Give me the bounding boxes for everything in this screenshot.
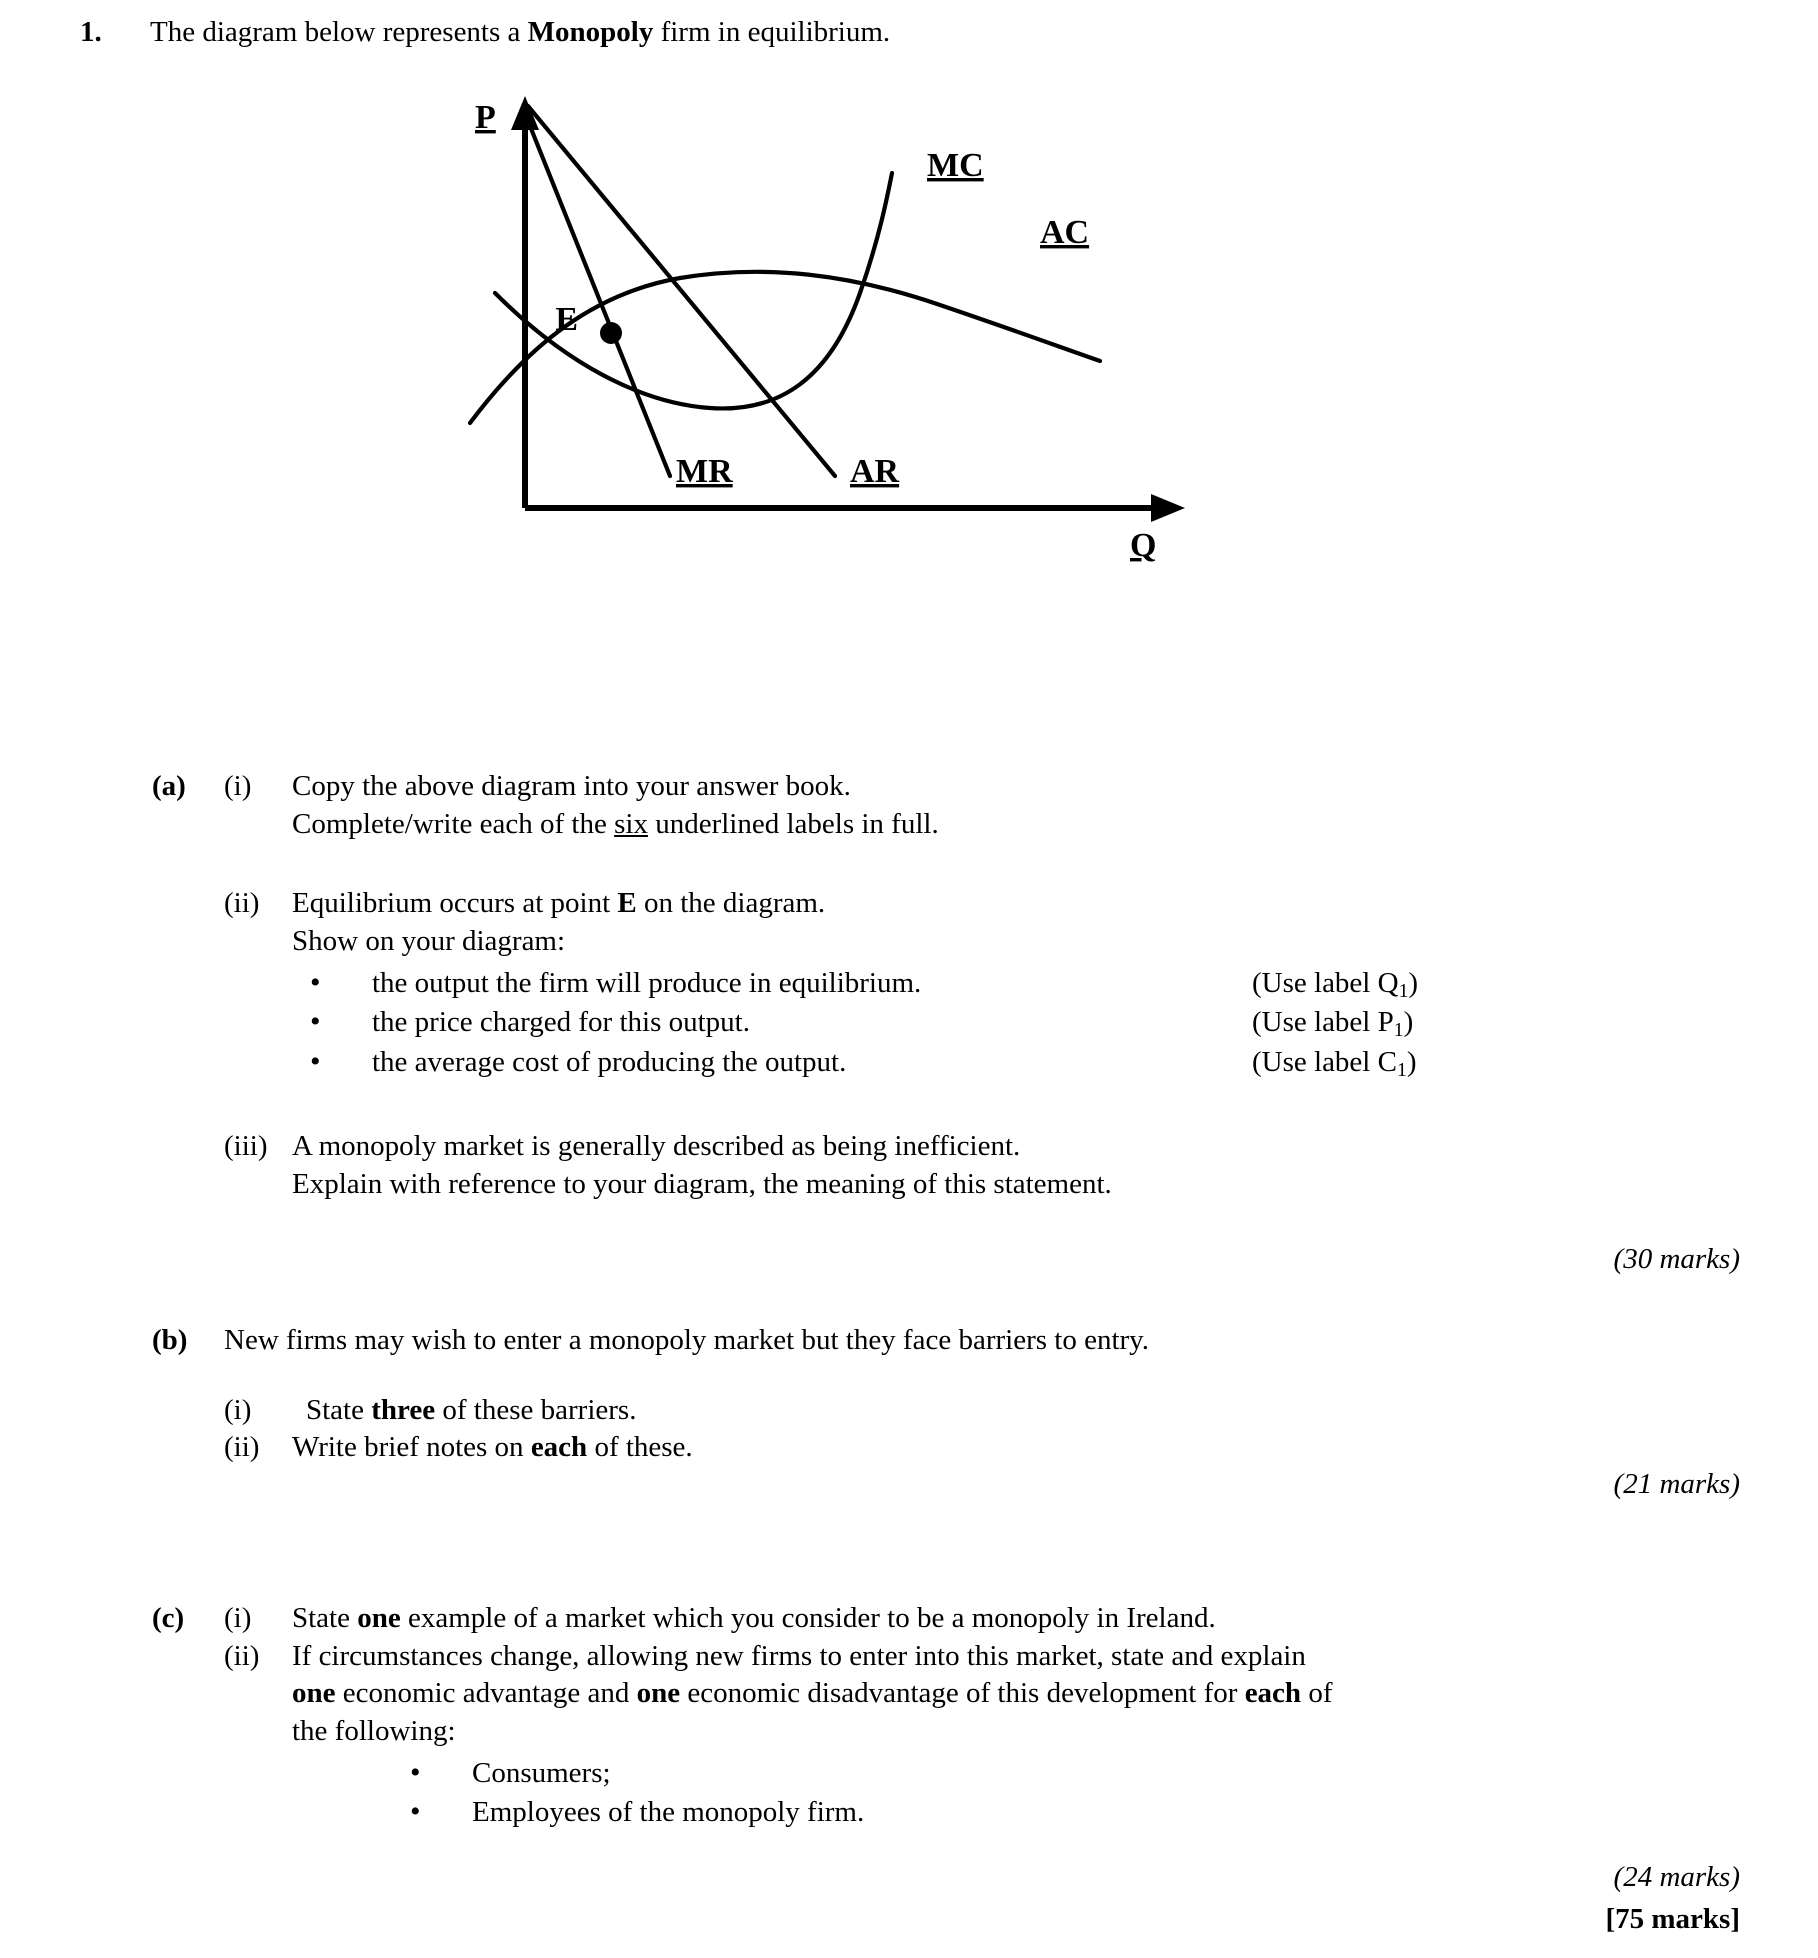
bullet-output [292,965,1712,1003]
curve-ac [470,272,1100,423]
part-b-ii [152,1429,1712,1467]
part-c-ii-line1: If circumstances change, allowing new firms to enter into this market, state and explain [292,1639,1306,1672]
part-b-i-text-after: of these barriers. [435,1393,637,1426]
use-label-q1-pre: (Use label Q [1252,966,1399,999]
use-label-p1-post: ) [1403,1006,1414,1039]
bullet-dot-icon: • [310,965,321,999]
part-b-ii-text-after: of these. [587,1431,693,1464]
part-a-iii-line2: Explain with reference to your diagram, the meaning of this statement. [292,1167,1112,1200]
part-a-ii-line1-bold: E [617,887,637,920]
part-a-i-line2-underlined: six [614,807,648,840]
bullet-dot-icon: • [410,1795,421,1829]
part-b-ii-text-bold: each [530,1431,588,1464]
part-a-ii-bullet-list [292,965,1712,1082]
bullet-dot-icon: • [310,1045,321,1079]
part-a-i-line2-before: Complete/write each of the [292,807,615,840]
curve-label-ac: AC [1040,214,1090,251]
part-a-iii-line2-row [292,1166,1712,1204]
question-number: 1. [80,16,102,48]
bullet-dot-icon: • [310,1005,321,1039]
use-label-c1-pre: (Use label C [1252,1046,1397,1079]
part-a-label: (a) [152,770,186,802]
bullet-price [292,1004,1712,1042]
part-c-ii-line3: the following: [292,1715,456,1748]
part-b-i-outer-spacer [152,1392,224,1430]
part-c-ii-line3-row [292,1713,1732,1751]
part-a-ii-line2: Show on your diagram: [292,925,566,958]
part-b-i-text-bold: three [371,1393,436,1426]
monopoly-diagram [380,78,1280,698]
monopoly-diagram-svg [380,78,1280,698]
part-c-ii-line2-c: one [636,1677,681,1710]
part-b-ii-text [292,1429,1712,1467]
part-a-ii-line1 [292,885,1712,923]
equilibrium-point-label: E [555,301,578,338]
part-a-iii-outer-spacer [152,1128,224,1166]
curve-mc [495,173,892,408]
use-label-p1-sub: 1 [1393,1019,1404,1042]
part-c-i-text-before: State [292,1602,358,1634]
part-c-ii [152,1638,1732,1676]
part-c-ii-line2-b: economic advantage and [335,1677,637,1710]
question-stem-before: The diagram below represents a [150,16,528,48]
part-c [152,1600,1732,1832]
part-c-ii-line2-a: one [292,1677,336,1710]
part-a-i-line2-after: underlined labels in full. [647,807,939,840]
part-c-label: (c) [152,1602,185,1634]
part-a-i-label: (i) [224,770,252,802]
part-c-i-text-after: example of a market which you consider to be a monopoly in Ireland. [400,1602,1216,1634]
question-header [80,14,1740,52]
part-a-i-line1: Copy the above diagram into your answer book. [292,770,851,802]
use-label-q1-post: ) [1408,966,1419,999]
part-c-ii-line2-row [292,1675,1732,1713]
question-stem-after: firm in equilibrium. [653,16,891,48]
part-c-i-text-bold: one [357,1602,401,1634]
part-b-stem: New firms may wish to enter a monopoly market but they face barriers to entry. [224,1324,1150,1356]
y-axis [511,96,539,508]
part-c-ii-label: (ii) [224,1639,260,1672]
part-a-ii-line1-before: Equilibrium occurs at point [292,887,618,920]
part-b-i-text [292,1392,1712,1430]
bullet-output-use-label [1252,965,1418,1005]
curve-label-mc: MC [927,147,984,184]
part-b-stem-row [152,1322,1712,1360]
bullet-employees [392,1794,1732,1832]
part-b-label: (b) [152,1324,188,1356]
part-b-i-text-before: State [306,1393,372,1426]
bullet-consumers-text: Consumers; [472,1756,611,1789]
use-label-c1-post: ) [1406,1046,1417,1079]
part-b-ii-outer-spacer [152,1429,224,1467]
question-stem [150,14,1740,52]
part-a-ii-line2-row [292,923,1712,961]
part-a-i-line2-row [292,806,1712,844]
part-c-i [152,1600,1732,1638]
part-c-ii-line2 [292,1675,1732,1713]
total-marks: [75 marks] [1605,1903,1740,1935]
part-c-marks: (24 marks) [1613,1861,1740,1893]
question-stem-bold: Monopoly [527,16,654,48]
axis-label-p: P [475,99,496,136]
part-c-i-label: (i) [224,1602,252,1634]
part-a [152,768,1712,1203]
bullet-average-cost-use-label [1252,1044,1417,1084]
part-b [152,1322,1712,1467]
part-a-ii-line1-after: on the diagram. [636,887,826,920]
part-a-iii-label: (iii) [224,1129,268,1162]
part-c-i-text [292,1600,1732,1638]
bullet-average-cost [292,1044,1712,1082]
part-c-ii-outer-spacer [152,1638,224,1676]
equilibrium-point-marker [600,322,622,344]
part-a-i-line2 [292,806,1712,844]
part-c-ii-line2-e: each [1244,1677,1302,1710]
use-label-q1-sub: 1 [1398,979,1409,1002]
part-a-ii-label: (ii) [224,887,260,920]
part-a-i [152,768,1712,806]
curve-label-ar: AR [850,453,900,490]
bullet-output-text: the output the firm will produce in equilibrium. [372,966,922,999]
axis-label-q: Q [1130,527,1157,564]
bullet-average-cost-text: the average cost of producing the output. [372,1046,847,1079]
part-b-ii-text-before: Write brief notes on [292,1431,531,1464]
x-axis [525,494,1185,522]
curve-label-mr: MR [676,453,733,490]
part-b-ii-label: (ii) [224,1431,260,1464]
part-b-i [152,1392,1712,1430]
bullet-price-use-label [1252,1004,1413,1044]
curve-ar [528,106,835,476]
bullet-consumers [392,1755,1732,1793]
part-c-ii-line2-d: economic disadvantage of this development for [680,1677,1245,1710]
part-a-iii-line1: A monopoly market is generally described as being inefficient. [292,1129,1021,1162]
part-b-i-label: (i) [224,1393,252,1426]
curve-mr [530,126,670,476]
part-c-ii-line2-f: of [1301,1677,1333,1710]
part-b-marks: (21 marks) [1613,1468,1740,1500]
bullet-price-text: the price charged for this output. [372,1006,750,1039]
part-a-ii-outer-spacer [152,885,224,923]
use-label-c1-sub: 1 [1396,1059,1407,1082]
bullet-employees-text: Employees of the monopoly firm. [472,1796,865,1829]
bullet-dot-icon: • [410,1755,421,1789]
part-c-ii-bullet-list [392,1755,1732,1832]
part-a-ii [152,885,1712,923]
use-label-p1-pre: (Use label P [1252,1006,1394,1039]
part-a-marks: (30 marks) [1613,1243,1740,1275]
part-a-iii [152,1128,1712,1166]
